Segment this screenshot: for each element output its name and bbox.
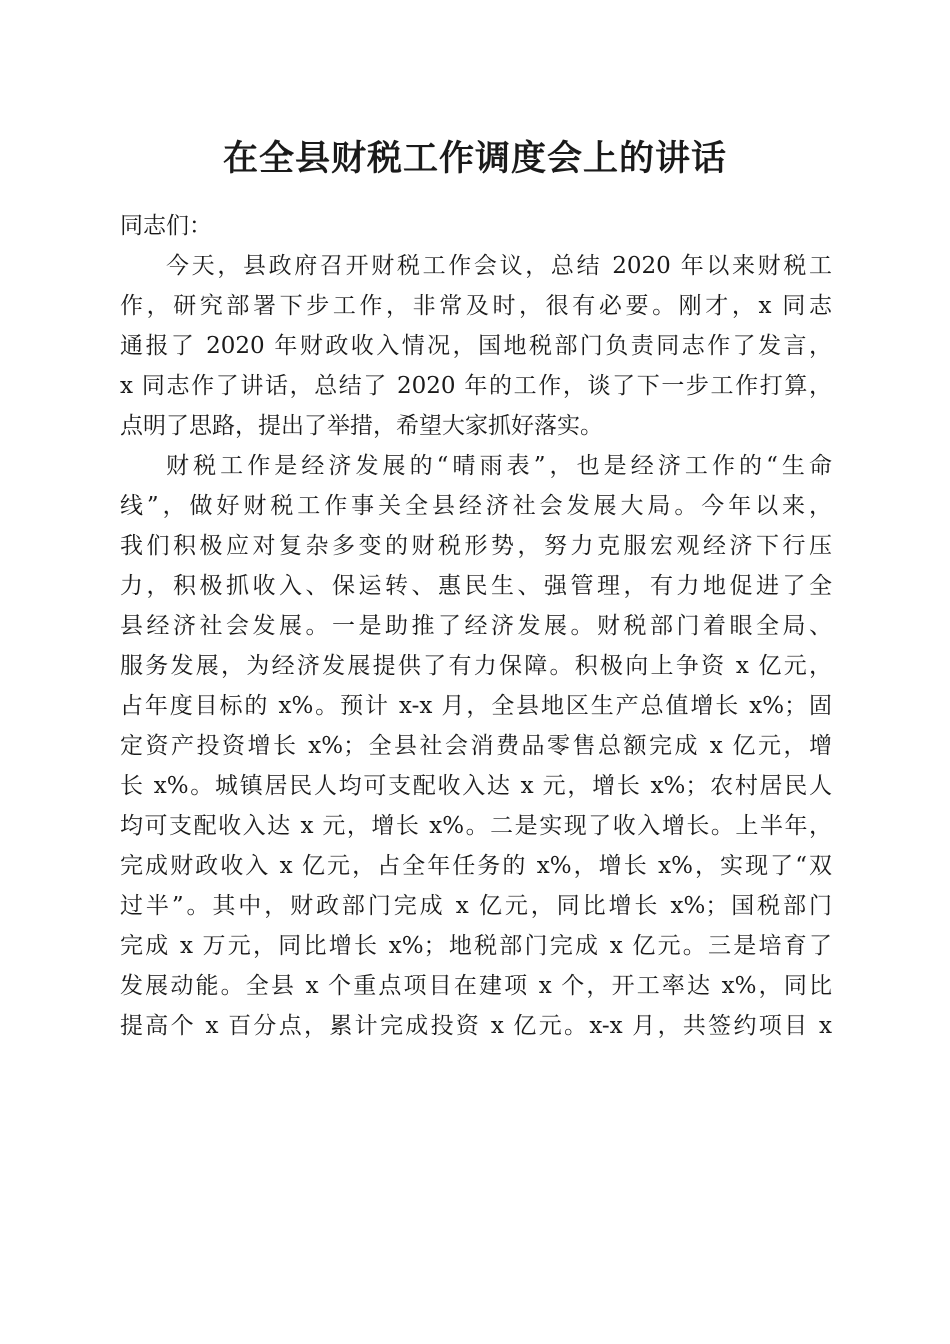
text-line: 完成 x 万元，同比增长 x%；地税部门完成 x 亿元。三是培育了 [120,933,832,959]
text-line: 通报了 2020 年财政收入情况，国地税部门负责同志作了发言， [120,333,832,359]
text-line: 均可支配收入达 x 元，增长 x%。二是实现了收入增长。上半年， [120,813,832,839]
paragraph-1 [120,246,832,446]
text-line: 县经济社会发展。一是助推了经济发展。财税部门着眼全局、 [120,613,832,639]
paragraph-2 [120,446,832,1046]
text-line: 完成财政收入 x 亿元，占全年任务的 x%，增长 x%，实现了“双 [120,853,833,879]
text-line: 占年度目标的 x%。预计 x-x 月，全县地区生产总值增长 x%；固 [120,693,832,719]
document-body [120,206,832,1046]
salutation: 同志们： [120,213,212,239]
text-line: 线”，做好财税工作事关全县经济社会发展大局。今年以来， [120,493,832,519]
text-line: x 同志作了讲话，总结了 2020 年的工作，谈了下一步工作打算， [120,373,832,399]
text-line: 长 x%。城镇居民人均可支配收入达 x 元，增长 x%；农村居民人 [120,773,832,799]
text-line: 发展动能。全县 x 个重点项目在建项 x 个，开工率达 x%，同比 [120,973,832,999]
text-line: 我们积极应对复杂多变的财税形势，努力克服宏观经济下行压 [120,533,832,559]
text-line: 力，积极抓收入、保运转、惠民生、强管理，有力地促进了全 [120,573,832,599]
text-line: 服务发展，为经济发展提供了有力保障。积极向上争资 x 亿元， [120,653,832,679]
text-line: 财税工作是经济发展的“晴雨表”，也是经济工作的“生命 [166,453,832,479]
text-line: 作，研究部署下步工作，非常及时，很有必要。刚才，x 同志 [120,293,832,319]
document-title: 在全县财税工作调度会上的讲话 [222,138,727,179]
text-line: 点明了思路，提出了举措，希望大家抓好落实。 [120,413,603,439]
text-line: 定资产投资增长 x%；全县社会消费品零售总额完成 x 亿元，增 [120,733,832,759]
text-line: 过半”。其中，财政部门完成 x 亿元，同比增长 x%；国税部门 [120,893,832,919]
text-line: 提高个 x 百分点，累计完成投资 x 亿元。x-x 月，共签约项目 x [120,1013,832,1039]
text-line: 今天，县政府召开财税工作会议，总结 2020 年以来财税工 [166,253,832,279]
